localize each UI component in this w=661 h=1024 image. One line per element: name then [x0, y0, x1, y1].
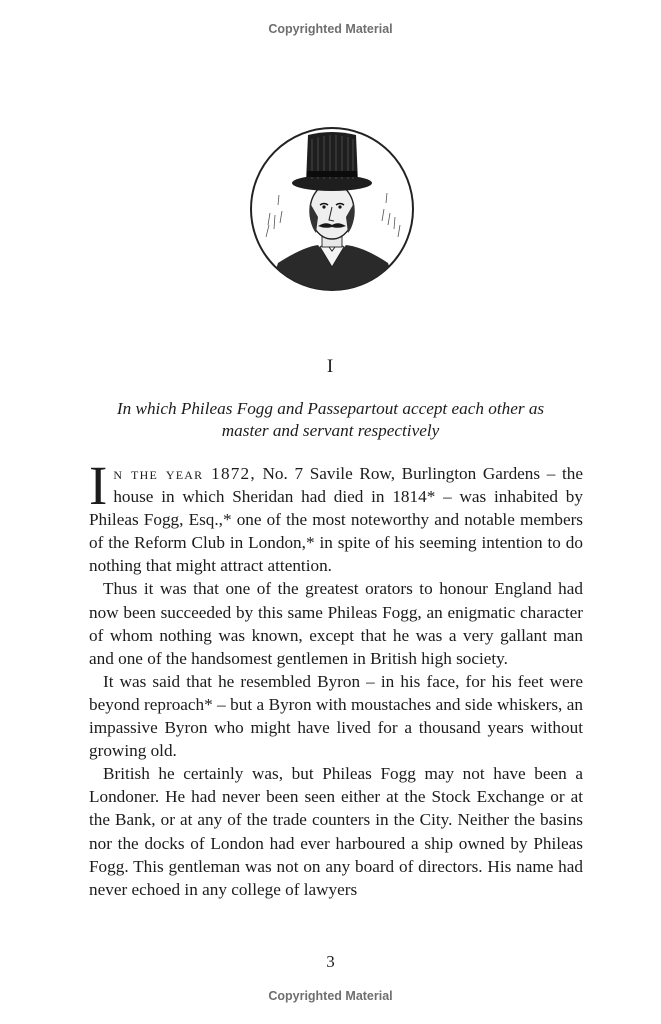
paragraph-1 [89, 455, 584, 577]
paragraph-1-text: No. 7 Savile Row, Burlington Gardens – the house in which Sheridan had died in 1814* – was inhabited by Phileas Fogg, Esq.,* one of the most noteworthy and notable members of the Reform Club in London,* in spite of his seeming intention to do nothing that might attract attention. [89, 464, 584, 576]
watermark-top: Copyrighted Material [268, 22, 393, 36]
paragraph-2: Thus it was that one of the greatest orators to honour England had now been succeeded by this same Phileas Fogg, an enigmatic character of whom nothing was known, except that he was a very gallant man and one of the handsomest gentlemen in British high society. [89, 579, 583, 668]
body-text [89, 455, 584, 901]
chapter-title: In which Phileas Fogg and Passepartout accept each other as master and servant respectively [116, 399, 545, 440]
paragraph-4: British he certainly was, but Phileas Fogg may not have been a Londoner. He had never been seen either at the Stock Exchange or at the Bank, or at any of the trade counters in the City. Neither the basins nor the docks of London had ever harboured a ship owned by Phileas Fogg. This gentleman was not on any board of directors. His name had never echoed in any college of lawyers [89, 764, 583, 899]
watermark-bottom: Copyrighted Material [268, 989, 393, 1003]
top-hat-gentleman-portrait-icon [248, 125, 416, 293]
drop-cap: I [89, 455, 108, 516]
opening-small-caps: n the year 1872, [113, 464, 256, 483]
page-number: 3 [326, 952, 335, 971]
paragraph-3: It was said that he resembled Byron – in his face, for his feet were beyond reproach* – but a Byron with moustaches and side whiskers, an impassive Byron who might have lived for a thousand years without growing old. [89, 671, 583, 761]
chapter-number: I [326, 356, 335, 377]
portrait-illustration [248, 125, 416, 293]
